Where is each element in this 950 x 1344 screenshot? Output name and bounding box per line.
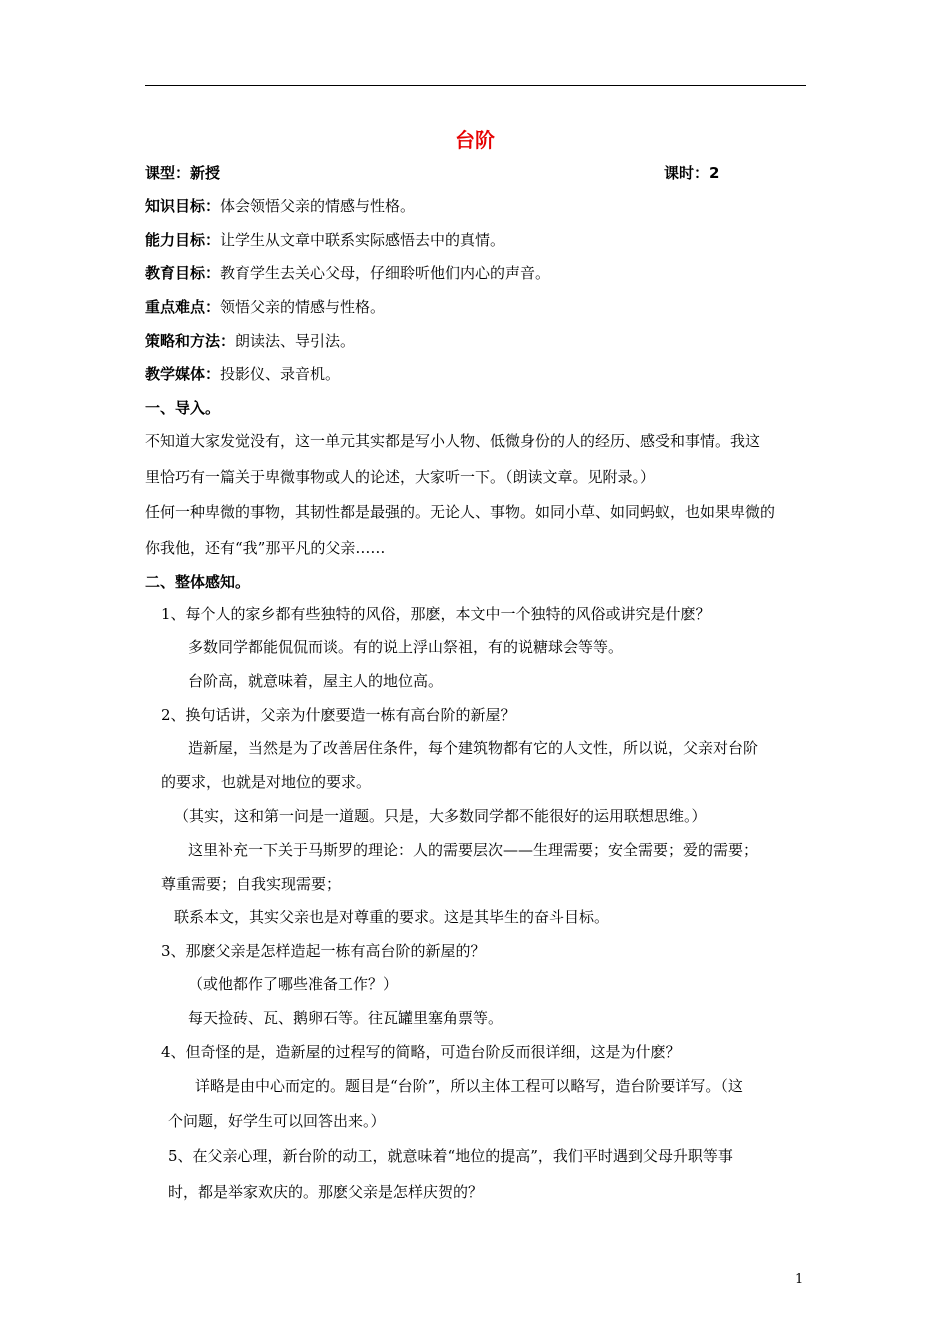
objective-text: 领悟父亲的情感与性格。 (220, 298, 386, 316)
header-rule (145, 85, 806, 86)
section-heading-intro: 一、导入。 (145, 399, 221, 417)
section-heading-overview: 二、整体感知。 (145, 573, 251, 591)
objective-text: 朗读法、导引法。 (235, 332, 356, 350)
overview-line: 多数同学都能侃侃而谈。有的说上浮山祭祖，有的说糖球会等等。 (188, 638, 624, 656)
objective-label: 教学媒体： (145, 365, 221, 383)
overview-line: 2、换句话讲，父亲为什麽要造一栋有高台阶的新屋？ (161, 706, 516, 724)
overview-line: 个问题，好学生可以回答出来。） (168, 1112, 386, 1130)
intro-line: 不知道大家发觉没有，这一单元其实都是写小人物、低微身份的人的经历、感受和事情。我这 (145, 432, 761, 450)
overview-line: 的要求，也就是对地位的要求。 (161, 773, 372, 791)
overview-line: 1、每个人的家乡都有些独特的风俗，那麽，本文中一个独特的风俗或讲究是什麽？ (161, 605, 711, 623)
lesson-hours (664, 163, 719, 183)
overview-line: 这里补充一下关于马斯罗的理论：人的需要层次——生理需要；安全需要；爱的需要； (188, 841, 759, 859)
objective-education (145, 263, 550, 283)
lesson-type (145, 163, 220, 183)
overview-line: 造新屋，当然是为了改善居住条件，每个建筑物都有它的人文性，所以说，父亲对台阶 (188, 739, 759, 757)
overview-line: 每天捡砖、瓦、鹅卵石等。往瓦罐里塞角票等。 (188, 1009, 504, 1027)
lesson-hours-label: 课时： (664, 164, 710, 182)
objective-key-points (145, 297, 385, 317)
objective-text: 让学生从文章中联系实际感悟去中的真情。 (220, 231, 506, 249)
objective-methods (145, 331, 355, 351)
intro-line: 里恰巧有一篇关于卑微事物或人的论述，大家听一下。（朗读文章。见附录。） (145, 468, 656, 486)
objective-label: 知识目标： (145, 197, 221, 215)
objective-text: 教育学生去关心父母，仔细聆听他们内心的声音。 (220, 264, 551, 282)
overview-line: 详略是由中心而定的。题目是“台阶”，所以主体工程可以略写，造台阶要详写。（这 (195, 1077, 743, 1095)
objective-media (145, 364, 340, 384)
overview-line: （或他都作了哪些准备工作？） (188, 975, 399, 993)
objective-label: 教育目标： (145, 264, 221, 282)
overview-line: 尊重需要；自我实现需要； (161, 875, 342, 893)
objective-ability (145, 230, 505, 250)
lesson-type-value: 新授 (190, 164, 221, 182)
intro-line: 你我他，还有“我”那平凡的父亲…… (145, 539, 386, 557)
intro-line: 任何一种卑微的事物，其韧性都是最强的。无论人、事物。如同小草、如同蚂蚁，也如果卑微的 (145, 503, 776, 521)
overview-line: 联系本文，其实父亲也是对尊重的要求。这是其毕生的奋斗目标。 (174, 908, 610, 926)
objective-knowledge (145, 196, 415, 216)
objective-label: 策略和方法： (145, 332, 236, 350)
lesson-hours-value: 2 (709, 164, 720, 182)
document-title: 台阶 (455, 128, 495, 152)
overview-line: 3、那麽父亲是怎样造起一栋有高台阶的新屋的？ (161, 942, 486, 960)
page-number: 1 (795, 1272, 804, 1287)
overview-line: 5、在父亲心理，新台阶的动工，就意味着“地位的提高”，我们平时遇到父母升职等事 (168, 1147, 733, 1165)
overview-line: 时，都是举家欢庆的。那麽父亲是怎样庆贺的？ (168, 1183, 484, 1201)
objective-label: 能力目标： (145, 231, 221, 249)
objective-text: 投影仪、录音机。 (220, 365, 341, 383)
objective-text: 体会领悟父亲的情感与性格。 (220, 197, 416, 215)
objective-label: 重点难点： (145, 298, 221, 316)
overview-line: 4、但奇怪的是，造新屋的过程写的简略，可造台阶反而很详细，这是为什麽？ (161, 1043, 681, 1061)
overview-line: 台阶高，就意味着，屋主人的地位高。 (188, 672, 444, 690)
lesson-type-label: 课型： (145, 164, 191, 182)
overview-line: （其实，这和第一问是一道题。只是，大多数同学都不能很好的运用联想思维。） (174, 807, 707, 825)
